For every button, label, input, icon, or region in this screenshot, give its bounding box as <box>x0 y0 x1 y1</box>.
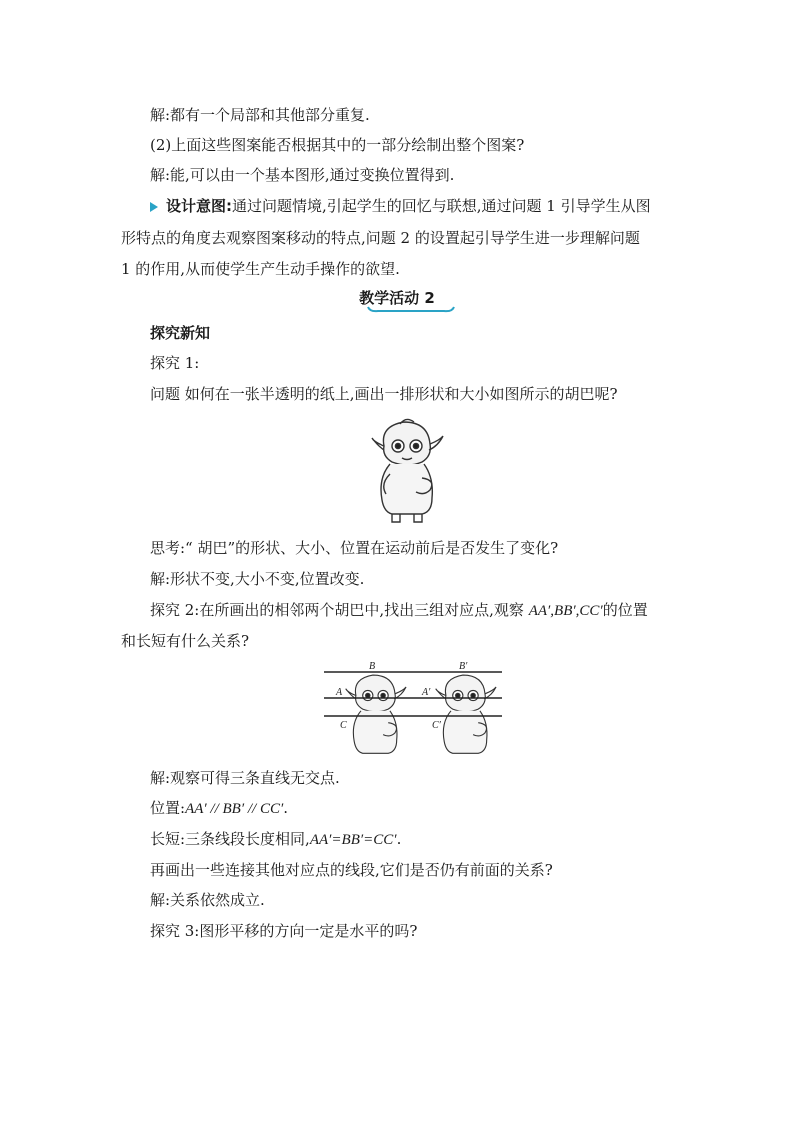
translation-figure <box>322 658 504 764</box>
label-A-prime: A′ <box>422 687 431 698</box>
length-label: 长短:三条线段长度相同, <box>150 830 310 848</box>
problem-statement: 问题 如何在一张半透明的纸上,画出一排形状和大小如图所示的胡巴呢? <box>150 385 618 403</box>
length-math: AA′=BB′=CC′ <box>309 832 397 848</box>
triangle-marker-icon <box>150 202 158 212</box>
label-C: C <box>340 720 347 731</box>
design-intent-text-1: 通过问题情境,引起学生的回忆与联想,通过问题 1 引导学生从图 <box>232 197 651 215</box>
huba-figure <box>370 416 445 524</box>
huba-left <box>346 675 406 753</box>
huba-right <box>436 675 496 753</box>
activity-heading-text: 教学活动 2 <box>359 289 435 307</box>
explore-2-line-1 <box>150 599 648 622</box>
label-B: B <box>369 661 376 672</box>
section-title: 探究新知 <box>150 324 211 342</box>
position-line <box>150 797 288 820</box>
answer-still-holds: 解:关系依然成立. <box>150 891 265 909</box>
explore-2-math: AA′,BB′,CC′ <box>528 603 603 619</box>
design-intent-line-1 <box>150 195 651 217</box>
explore-1-label: 探究 1: <box>150 354 200 372</box>
explore-2-line-2: 和长短有什么关系? <box>121 632 250 650</box>
design-intent-label: 设计意图: <box>166 197 232 215</box>
position-end: . <box>283 799 289 817</box>
redraw-question: 再画出一些连接其他对应点的线段,它们是否仍有前面的关系? <box>150 861 553 879</box>
heading-underline-icon <box>366 305 456 315</box>
answer-no-intersection: 解:观察可得三条直线无交点. <box>150 769 340 787</box>
think-question: 思考:“ 胡巴”的形状、大小、位置在运动前后是否发生了变化? <box>150 539 559 557</box>
question-2: (2)上面这些图案能否根据其中的一部分绘制出整个图案? <box>150 136 525 154</box>
activity-heading <box>0 287 794 308</box>
explore-2-text-a: 探究 2:在所画出的相邻两个胡巴中,找出三组对应点,观察 <box>150 601 529 619</box>
length-line <box>150 828 401 851</box>
position-label: 位置: <box>150 799 186 817</box>
answer-line-2: 解:能,可以由一个基本图形,通过变换位置得到. <box>150 166 455 184</box>
label-A: A <box>336 687 343 698</box>
label-B-prime: B′ <box>459 661 468 672</box>
answer-shape: 解:形状不变,大小不变,位置改变. <box>150 570 365 588</box>
label-C-prime: C′ <box>432 720 441 731</box>
explore-3-question: 探究 3:图形平移的方向一定是水平的吗? <box>150 922 418 940</box>
explore-2-text-b: 的位置 <box>602 601 648 619</box>
position-math: AA′ // BB′ // CC′ <box>185 801 284 817</box>
design-intent-line-3: 1 的作用,从而使学生产生动手操作的欲望. <box>121 260 400 278</box>
length-end: . <box>396 830 402 848</box>
answer-line-1: 解:都有一个局部和其他部分重复. <box>150 106 370 124</box>
design-intent-line-2: 形特点的角度去观察图案移动的特点,问题 2 的设置起引导学生进一步理解问题 <box>121 229 640 247</box>
